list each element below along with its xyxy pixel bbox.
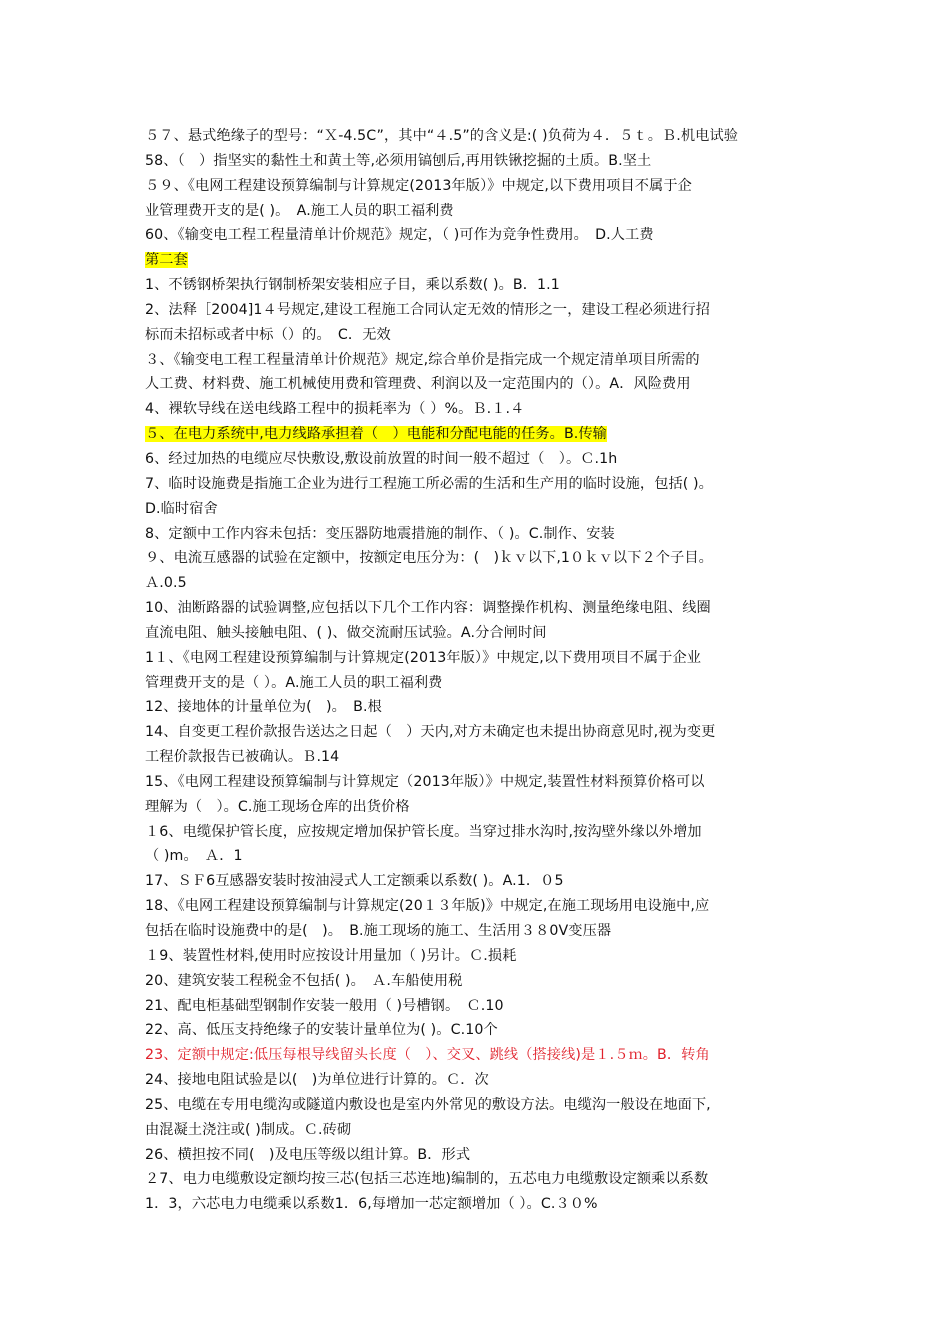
text-line	[145, 969, 820, 994]
line-text: 26、横担按不同( )及电压等级以组计算。B．形式	[145, 1146, 471, 1163]
line-text: 22、高、低压支持绝缘子的安装计量单位为( )。C.10个	[145, 1022, 498, 1039]
line-text: D.临时宿舍	[145, 500, 218, 517]
text-line	[145, 323, 820, 348]
line-text: 业管理费开支的是( )。 A.施工人员的职工福利费	[145, 202, 454, 219]
line-text: ５９、《电网工程建设预算编制与计算规定(2013年版）》中规定,以下费用项目不属于企	[145, 177, 692, 194]
highlighted-text: ５、在电力系统中,电力线路承担着（ ）电能和分配电能的任务。B.传输	[145, 426, 607, 443]
text-line	[145, 621, 820, 646]
line-text: 人工费、材料费、施工机械使用费和管理费、利润以及一定范围内的（）。A．风险费用	[145, 376, 691, 393]
text-line	[145, 720, 820, 745]
line-text: 理解为（ ）。C.施工现场仓库的出货价格	[145, 798, 410, 815]
text-line	[145, 124, 820, 149]
line-text: 60、《输变电工程工程量清单计价规范》规定，（ )可作为竞争性费用。 D.人工费	[145, 227, 654, 244]
text-line	[145, 1118, 820, 1143]
text-line	[145, 869, 820, 894]
text-line	[145, 546, 820, 571]
line-text: 12、接地体的计量单位为( )。 B.根	[145, 699, 382, 716]
line-text: 10、油断路器的试验调整,应包括以下几个工作内容：调整操作机构、测量绝缘电阻、线圈	[145, 600, 711, 617]
text-line	[145, 1043, 820, 1068]
text-line	[145, 745, 820, 770]
line-text: 包括在临时设施费中的是( )。 B.施工现场的施工、生活用３８0V变压器	[145, 923, 612, 939]
line-text: ３、《输变电工程工程量清单计价规范》规定,综合单价是指完成一个规定清单项目所需的	[145, 351, 700, 368]
text-line	[145, 149, 820, 174]
text-line	[145, 894, 820, 919]
text-line	[145, 397, 820, 422]
line-text: （ )m。 Ａ．1	[145, 848, 243, 865]
text-line	[145, 447, 820, 472]
text-line	[145, 273, 820, 298]
line-text: 2、法释［2004]1４号规定,建设工程施工合同认定无效的情形之一，建设工程必须进行招	[145, 301, 711, 318]
line-text: 由混凝土浇注或( )制成。Ｃ.砖砌	[145, 1121, 352, 1138]
line-text: 7、临时设施费是指施工企业为进行工程施工所必需的生活和生产用的临时设施，包括( )。	[145, 475, 713, 492]
line-text: 4、裸软导线在送电线路工程中的损耗率为（ ）%。Ｂ.１.４	[145, 401, 525, 418]
line-text: 14、自变更工程价款报告送达之日起（ ）天内,对方未确定也未提出协商意见时,视为变更	[145, 724, 716, 741]
line-text: 21、配电柜基础型钢制作安装一般用（ )号槽钢。 Ｃ.10	[145, 997, 504, 1014]
text-line	[145, 199, 820, 224]
line-text: １6、电缆保护管长度，应按规定增加保护管长度。当穿过排水沟时,按沟壁外缘以外增加	[145, 823, 702, 840]
line-text: 20、建筑安装工程税金不包括( )。 Ａ.车船使用税	[145, 972, 463, 989]
highlighted-text: 第二套	[145, 252, 188, 269]
text-line	[145, 372, 820, 397]
text-line	[145, 1018, 820, 1043]
line-text: 6、经过加热的电缆应尽快敷设,敷设前放置的时间一般不超过（ ）。Ｃ.1h	[145, 450, 618, 467]
line-text: 直流电阻、触头接触电阻、( )、做交流耐压试验。A.分合闸时间	[145, 624, 547, 641]
text-line	[145, 497, 820, 522]
text-line	[145, 671, 820, 696]
text-line	[145, 820, 820, 845]
text-line	[145, 770, 820, 795]
line-text: 58、（ ）指坚实的黏性土和黄土等,必须用镐刨后,再用铁锹挖掘的土质。B.坚土	[145, 152, 652, 169]
text-line	[145, 1143, 820, 1168]
line-text: 标而未招标或者中标（）的。 C．无效	[145, 326, 391, 343]
line-text: 17、ＳＦ6互感器安装时按油浸式人工定额乘以系数( )。A.1．０5	[145, 873, 564, 890]
line-text: 1．3，六芯电力电缆乘以系数1．6,每增加一芯定额增加（ ）。C.３０%	[145, 1196, 598, 1213]
line-text: 1１、《电网工程建设预算编制与计算规定(2013年版）》中规定,以下费用项目不属于企业	[145, 649, 702, 666]
text-line	[145, 646, 820, 671]
line-text: 管理费开支的是（ ）。A.施工人员的职工福利费	[145, 674, 443, 691]
text-line	[145, 174, 820, 199]
text-line	[145, 422, 820, 447]
line-text: ５７、悬式绝缘子的型号：“Ｘ-4.5C”，其中“４.5”的含义是:( )负荷为４．５ｔ。Ｂ.机电试验	[145, 128, 739, 144]
line-text: 15、《电网工程建设预算编制与计算规定（2013年版）》中规定,装置性材料预算价格可以	[145, 773, 705, 790]
line-text: ２7、电力电缆敷设定额均按三芯(包括三芯连地)编制的，五芯电力电缆敷设定额乘以系数	[145, 1171, 709, 1188]
line-text: 25、电缆在专用电缆沟或隧道内敷设也是室内外常见的敷设方法。电缆沟一般设在地面下,	[145, 1096, 711, 1113]
text-line	[145, 596, 820, 621]
line-text: 1、不锈钢桥架执行钢制桥架安装相应子目，乘以系数( )。B．1.1	[145, 277, 560, 294]
line-text: 工程价款报告已被确认。Ｂ.14	[145, 749, 340, 766]
text-line	[145, 248, 820, 273]
text-line	[145, 795, 820, 820]
text-line	[145, 695, 820, 720]
text-line	[145, 223, 820, 248]
text-line	[145, 1192, 820, 1217]
text-line	[145, 919, 820, 944]
text-line	[145, 1167, 820, 1192]
line-text: 18、《电网工程建设预算编制与计算规定(20１３年版)》中规定,在施工现场用电设施中,应	[145, 898, 710, 915]
line-text: 8、定额中工作内容未包括：变压器防地震措施的制作、（ )。C.制作、安装	[145, 525, 615, 542]
line-text: １9、装置性材料,使用时应按设计用量加（ )另计。Ｃ.损耗	[145, 947, 517, 964]
text-line	[145, 348, 820, 373]
text-line	[145, 472, 820, 497]
line-text: 23、定额中规定:低压每根导线留头长度（ ）、交叉、跳线（搭接线)是１.５ｍ。B．转角	[145, 1047, 710, 1064]
text-line	[145, 1068, 820, 1093]
text-line	[145, 1093, 820, 1118]
text-line	[145, 522, 820, 547]
text-line	[145, 571, 820, 596]
line-text: Ａ.0.5	[145, 575, 187, 592]
text-line	[145, 994, 820, 1019]
text-line	[145, 298, 820, 323]
line-text: 24、接地电阻试验是以( )为单位进行计算的。Ｃ．次	[145, 1072, 489, 1089]
text-line	[145, 944, 820, 969]
text-line	[145, 844, 820, 869]
line-text: ９、电流互感器的试验在定额中，按额定电压分为：( )ｋｖ以下,1０ｋｖ以下２个子目。	[145, 550, 713, 567]
